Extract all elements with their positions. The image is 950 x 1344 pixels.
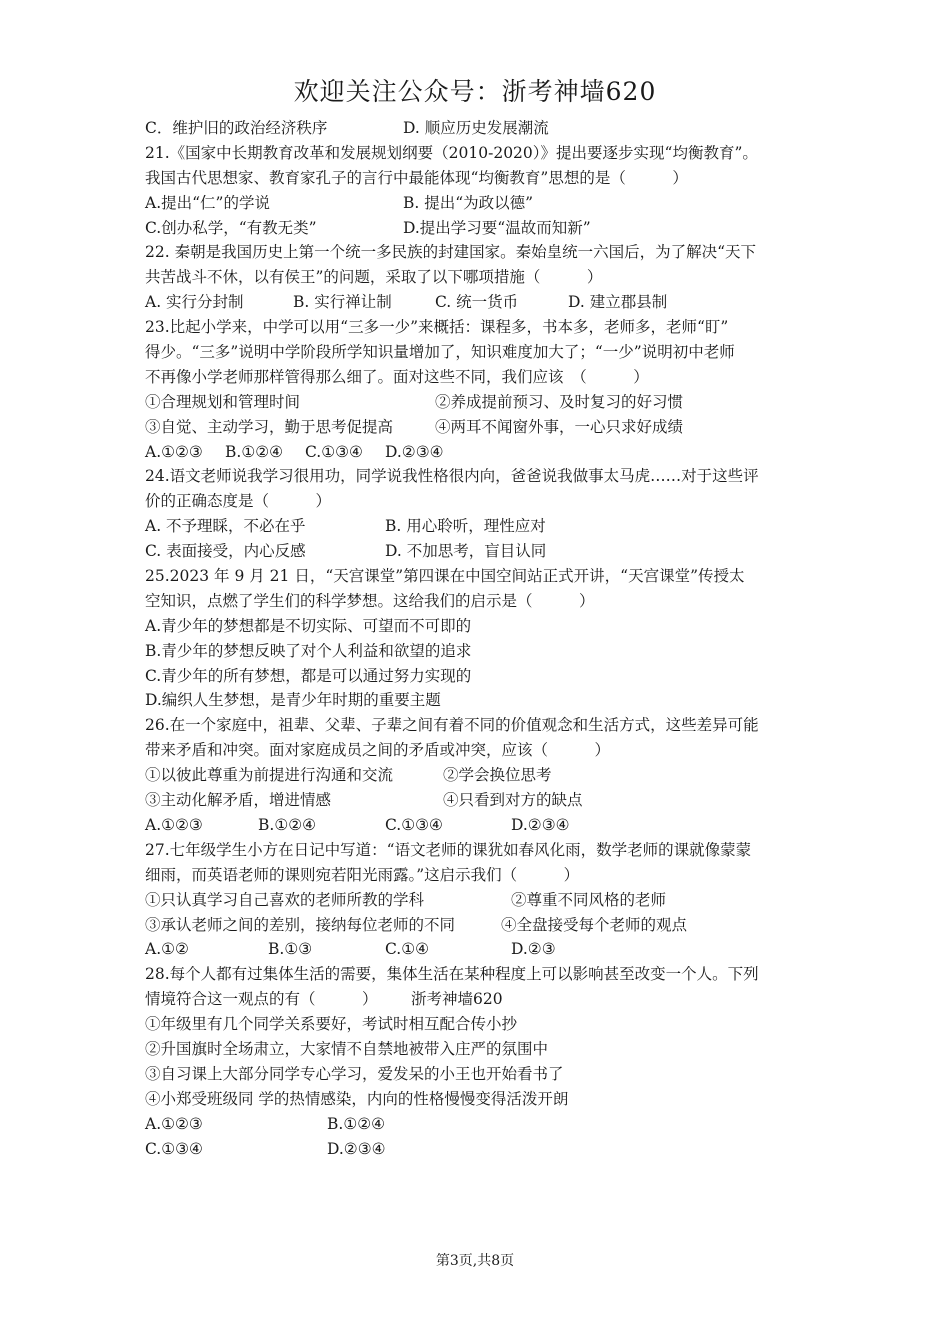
text-segment: A.提出“仁”的学说 [145, 193, 270, 212]
text-segment: B.①②④ [327, 1114, 386, 1133]
text-segment: D. 建立郡县制 [568, 293, 668, 312]
text-segment: ①年级里有几个同学关系要好，考试时相互配合传小抄 [145, 1015, 518, 1034]
text-segment: A.①②③ [145, 815, 203, 834]
text-segment: 25.2023 年 9 月 21 日，“天宫课堂”第四课在中国空间站正式开讲，“天宫课堂”传授太 [145, 567, 745, 586]
text-line [145, 564, 815, 589]
text-segment: D.②③ [511, 940, 556, 959]
text-segment: 27.七年级学生小方在日记中写道：“语文老师的课犹如春风化雨，数学老师的课就像蒙蒙 [145, 840, 752, 859]
text-line [145, 1112, 815, 1137]
text-line [145, 340, 815, 365]
text-segment: D.②③④ [511, 815, 570, 834]
text-line [145, 1137, 815, 1162]
text-line [145, 240, 815, 265]
text-line [145, 763, 815, 788]
text-line [145, 191, 815, 216]
text-segment: ②学会换位思考 [443, 766, 552, 785]
text-line [145, 838, 815, 863]
text-segment: ④小郑受班级同 学的热情感染，内向的性格慢慢变得活泼开朗 [145, 1089, 569, 1108]
text-segment: ②尊重不同风格的老师 [511, 890, 667, 909]
text-segment: B.①②④ [225, 442, 284, 461]
page-number: 第3页,共8页 [435, 1253, 515, 1269]
text-segment: D.编织人生梦想，是青少年时期的重要主题 [145, 691, 441, 710]
text-segment: 22. 秦朝是我国历史上第一个统一多民族的封建国家。秦始皇统一六国后，为了解决“天下 [145, 243, 757, 262]
text-segment: B. 实行禅让制 [293, 293, 392, 312]
text-segment: A. 实行分封制 [145, 293, 244, 312]
text-line [145, 265, 815, 290]
text-line [145, 962, 815, 987]
text-segment: ①只认真学习自己喜欢的老师所教的学科 [145, 890, 425, 909]
text-segment: C．维护旧的政治经济秩序 [145, 119, 328, 137]
text-segment: 23.比起小学来，中学可以用“三多一少”来概括：课程多，书本多，老师多，老师“盯” [145, 318, 729, 337]
text-segment: ④只看到对方的缺点 [443, 791, 583, 810]
text-segment: ①以彼此尊重为前提进行沟通和交流 [145, 766, 394, 785]
text-line [145, 614, 815, 639]
text-line [145, 415, 815, 440]
text-line [145, 1037, 815, 1062]
text-segment: 不再像小学老师那样管得那么细了。面对这些不同，我们应该 （ ） [145, 367, 649, 386]
text-segment: 得少。“三多”说明中学阶段所学知识量增加了，知识难度加大了；“一少”说明初中老师 [145, 343, 735, 362]
text-segment: 空知识，点燃了学生们的科学梦想。这给我们的启示是（ ） [145, 591, 595, 610]
text-segment: ③承认老师之间的差别，接纳每位老师的不同 [145, 915, 456, 934]
text-segment: B. 用心聆听，理性应对 [385, 517, 546, 536]
text-line [145, 987, 815, 1012]
text-line [145, 888, 815, 913]
text-segment: 共苦战斗不休，以有侯王”的问题，采取了以下哪项措施（ ） [145, 268, 603, 287]
text-segment: C.创办私学，“有教无类” [145, 218, 317, 237]
text-line [145, 539, 815, 564]
text-line [145, 514, 815, 539]
text-line [145, 365, 815, 390]
text-segment: A.①②③ [145, 442, 203, 461]
text-segment: C.①③④ [145, 1139, 203, 1158]
text-line [145, 166, 815, 191]
text-line [145, 290, 815, 315]
text-line [145, 589, 815, 614]
text-line [145, 913, 815, 938]
text-segment: ③自习课上大部分同学专心学习，爱发呆的小王也开始看书了 [145, 1064, 564, 1083]
text-segment: C.①③④ [305, 442, 363, 461]
text-segment: D.②③④ [327, 1139, 386, 1158]
text-line [145, 813, 815, 838]
text-segment: 我国古代思想家、教育家孔子的言行中最能体现“均衡教育”思想的是（ ） [145, 168, 688, 187]
text-segment: B. 提出“为政以德” [403, 193, 534, 212]
text-segment: 细雨，而英语老师的课则宛若阳光雨露。”这启示我们（ ） [145, 865, 580, 884]
text-segment: B.①③ [268, 940, 313, 959]
text-line [145, 937, 815, 962]
text-segment: 28.每个人都有过集体生活的需要，集体生活在某种程度上可以影响甚至改变一个人。下列 [145, 965, 759, 984]
text-segment: C. 统一货币 [435, 293, 519, 312]
text-line [145, 315, 815, 340]
text-segment: A.青少年的梦想都是不切实际、可望而不可即的 [145, 616, 472, 635]
page-header-title: 欢迎关注公众号：浙考神墙620 [293, 77, 657, 106]
text-line [145, 116, 815, 141]
text-line [145, 1062, 815, 1087]
text-segment: 21.《国家中长期教育改革和发展规划纲要（2010-2020）》提出要逐步实现“均衡教育”。 [145, 143, 758, 162]
text-segment: 价的正确态度是（ ） [145, 492, 332, 511]
text-segment: D. 顺应历史发展潮流 [403, 119, 549, 137]
text-segment: A. 不予理睬，不必在乎 [145, 517, 306, 536]
text-segment: D.提出学习要“温故而知新” [403, 218, 591, 237]
text-segment: 浙考神墙620 [411, 990, 503, 1009]
text-segment: C.①③④ [385, 815, 443, 834]
text-segment: 24.语文老师说我学习很用功，同学说我性格很内向，爸爸说我做事太马虎……对于这些评 [145, 467, 759, 486]
text-segment: ②升国旗时全场肃立，大家情不自禁地被带入庄严的氛围中 [145, 1039, 549, 1058]
text-line [145, 216, 815, 241]
text-segment: A.①②③ [145, 1114, 203, 1133]
text-segment: ①合理规划和管理时间 [145, 392, 301, 411]
text-segment: A.①② [145, 940, 189, 959]
text-segment: C.①④ [385, 940, 430, 959]
text-segment: D.②③④ [385, 442, 444, 461]
text-line [145, 688, 815, 713]
text-line [145, 440, 815, 465]
text-segment: ④全盘接受每个老师的观点 [501, 915, 688, 934]
text-line [145, 738, 815, 763]
text-segment: B.①②④ [258, 815, 317, 834]
text-line [145, 713, 815, 738]
text-line [145, 390, 815, 415]
text-line [145, 489, 815, 514]
text-line [145, 141, 815, 166]
text-segment: 情境符合这一观点的有（ ） [145, 990, 378, 1009]
text-line [145, 639, 815, 664]
exam-content [145, 116, 815, 1161]
text-segment: ③自觉、主动学习，勤于思考促提高 [145, 417, 394, 436]
text-segment: ④两耳不闻窗外事，一心只求好成绩 [435, 417, 684, 436]
text-line [145, 464, 815, 489]
text-segment: ③主动化解矛盾，增进情感 [145, 791, 332, 810]
text-line [145, 1012, 815, 1037]
text-segment: 带来矛盾和冲突。面对家庭成员之间的矛盾或冲突，应该（ ） [145, 741, 611, 760]
text-line [145, 1087, 815, 1112]
text-segment: B.青少年的梦想反映了对个人利益和欲望的追求 [145, 641, 472, 660]
text-segment: C. 表面接受，内心反感 [145, 542, 306, 561]
text-segment: D. 不加思考，盲目认同 [385, 542, 547, 561]
text-line [145, 664, 815, 689]
text-line [145, 788, 815, 813]
text-segment: C.青少年的所有梦想，都是可以通过努力实现的 [145, 666, 472, 685]
text-segment: ②养成提前预习、及时复习的好习惯 [435, 392, 684, 411]
text-segment: 26.在一个家庭中，祖辈、父辈、子辈之间有着不同的价值观念和生活方式，这些差异可能 [145, 716, 759, 735]
text-line [145, 863, 815, 888]
